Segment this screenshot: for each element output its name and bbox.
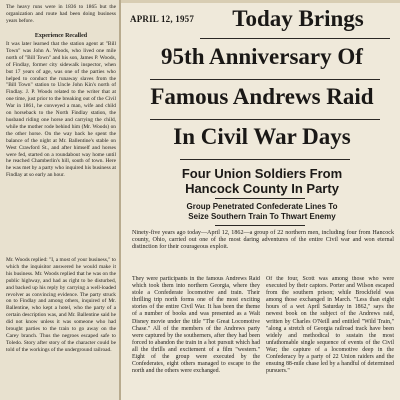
article-dateline: APRIL 12, 1957	[130, 14, 195, 24]
article-column-1: They were participants in the famous Andrews Raid which took them into northern Georgia, where they stole a Confederate locomotive and train. Their thrilling trip north forms one of the most exciting stories of the entire Civil War. It has been the theme of a number of books and was presented as a Walt Disney movie under the title "The Great Locomotive Chase." All of the members of the Andrews party were captured by the southerners, after they had been forced to abandon the train in a hot pursuit which had all the thrills and excitement of a film "western." Eight of the group were executed by the Confederates, eight others managed to escape to the north and the others were exchanged.	[132, 276, 260, 375]
left-paragraph-1: It was later learned that the station agent at "Bill Town" was John A. Woods, who lived one mile north of "Bill Town" and his son, James P. Woods, of Findlay, former city sidewalk inspector, when but 17 years of age, was one of the parties who helped to conduct the runaway slaves from the "Bill Town" station to Uncle John Kin's north of Findlay. J. P. Woods related to the writer that at one time, just prior to the breaking out of the Civil War in 1861, he conveyed a man, wife and child on horseback to the North Findlay station, the husband riding one horse and carrying the child, while the mother rode behind him (Mr. Woods) on the other horse. On the way back he spent the balance of the night at Mr. Ballentine's stable on West Crawford St., and after himself and horses were fed, started on a roundabout way home until he reached Chamberlin's hill, south of town. Here he was met by a party who inquired his business at Findlay at so early an hour.	[6, 41, 116, 179]
article-lead: Ninety-five years ago today—April 12, 1862—a group of 22 northern men, including four from Hancock county, Ohio, carried out one of the most daring adventures of the entire Civil war and won eternal distinction for their courageous exploit.	[132, 230, 394, 251]
headline-line-3: Famous Andrews Raid	[150, 84, 374, 109]
article-column-2: Of the four, Scott was among those who were executed by their captors. Porter and Wilson escaped from the southern prison; while Brockfield was among those exchanged in March. "Less than eight hours of a wet April Saturday in 1862," says the newest book on the subject of the Andrews raid, written by Charles O'Neill and entitled "Wild Train," "along a stretch of Georgia railroad track have been widely and methodical to sustain the most unfathomable single sequence of events of the Civil War; the capture of a locomotive deep in the Confederacy by a party of 22 Union raiders and the ensuing 88-mile chase led by a handful of determined pursuers."	[266, 276, 394, 375]
column-gutter	[119, 0, 121, 400]
deck-rule	[215, 198, 305, 199]
subdeck-line-1: Group Penetrated Confederate Lines To	[186, 202, 338, 211]
deck-line-2: Hancock County In Party	[185, 181, 339, 196]
headline-line-2: 95th Anniversary Of	[161, 44, 363, 69]
clipping-top-edge	[120, 0, 400, 3]
headline-rule	[150, 119, 380, 120]
left-paragraph-top: The heavy runs were in 1836 to 1865 but the organization and route had been doing business years before.	[6, 4, 116, 24]
headline-line-1: Today Brings	[232, 6, 364, 31]
subdeck-headline	[128, 202, 396, 222]
left-paragraph-2: Mr. Woods replied: "I, a most of your business," to which the inquisitor answered he would make it his business. Mr. Woods replied that he was on the public highway, and had as right to be disturbed, and backed up his reply by carrying a well-loaded revolver as convincing evidence. The party struck on to Findlay and among others, inquired of Mr. Ballentine, who kept a hotel, who the party of a certain description was, and Mr. Ballentine said he did not know unless it was someone who had brought parties to the train to go away on the Carey branch. Thus the negroes escaped safe to Toledo. Story after story of the character could be told of the workings of the underground railroad.	[6, 257, 116, 353]
headline-rule	[180, 159, 350, 160]
headline-rule	[200, 38, 390, 39]
deck-line-1: Four Union Soldiers From	[181, 166, 343, 181]
deck-headline	[128, 166, 396, 196]
subdeck-rule	[215, 225, 305, 226]
headline-line-4: In Civil War Days	[173, 124, 351, 149]
headline-rule	[150, 79, 380, 80]
left-subhead: Experience Recalled	[34, 33, 88, 39]
subdeck-line-2: Seize Southern Train To Thwart Enemy	[188, 212, 336, 221]
